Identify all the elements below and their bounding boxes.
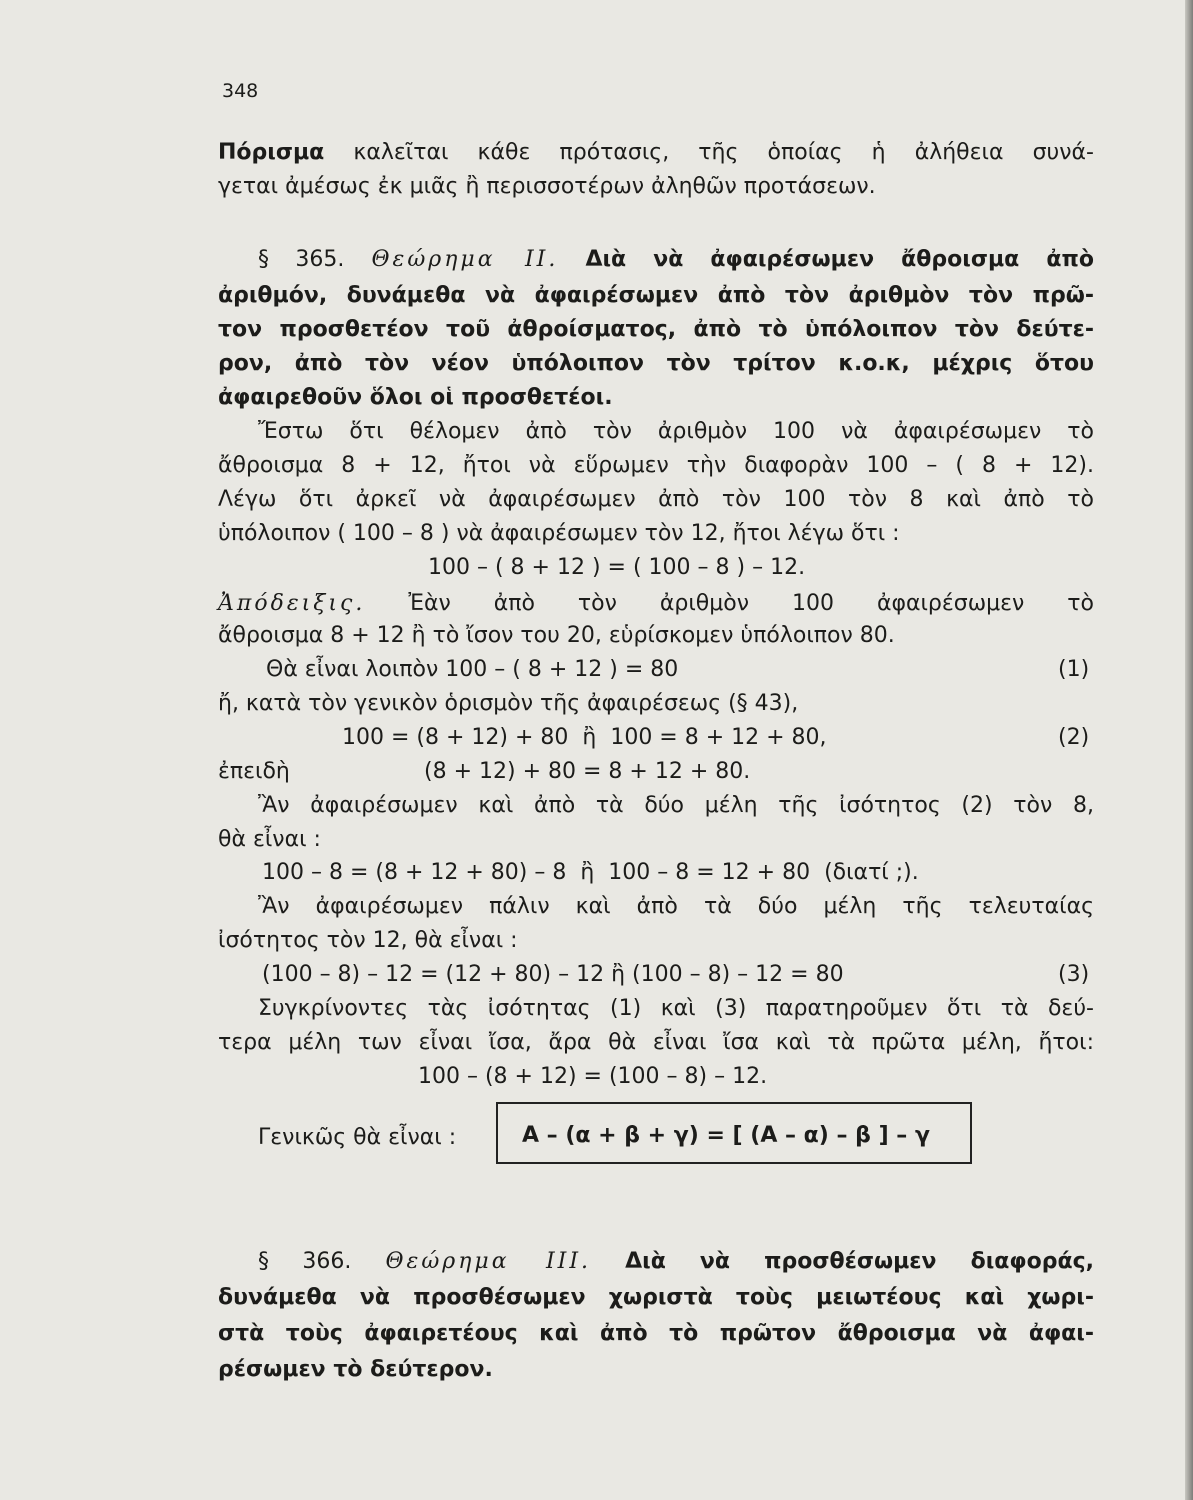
- theorem-366-line-3: στὰ τοὺς ἀφαιρετέους καὶ ἀπὸ τὸ πρῶτον ἄθροισμα νὰ ἀφαι-: [218, 1321, 1094, 1346]
- theorem-label-365: Θεώρημα ΙΙ.: [371, 247, 559, 272]
- equation-6: 100 – (8 + 12) = (100 – 8) – 12.: [418, 1064, 768, 1089]
- proof-line-14: τερα μέλη των εἶναι ἴσα, ἄρα θὰ εἶναι ἴσα καὶ τὰ πρῶτα μέλη, ἤτοι:: [218, 1030, 1094, 1055]
- proof-line-11: Ἂν ἀφαιρέσωμεν πάλιν καὶ ἀπὸ τὰ δύο μέλη τῆς τελευταίας: [258, 894, 1094, 919]
- porisma-line-2: γεται ἀμέσως ἐκ μιᾶς ἢ περισσοτέρων ἀληθῶν προτάσεων.: [218, 174, 876, 199]
- page-edge-shadow: [1185, 0, 1193, 1500]
- proof-line-1: Ἔστω ὅτι θέλομεν ἀπὸ τὸν ἀριθμὸν 100 νὰ ἀφαιρέσωμεν τὸ: [258, 419, 1094, 444]
- theorem-365-line-4: ρον, ἀπὸ τὸν νέον ὑπόλοιπον τὸν τρίτον κ.ο.κ, μέχρις ὅτου: [218, 351, 1094, 376]
- proof-line-2: ἄθροισμα 8 + 12, ἤτοι νὰ εὕρωμεν τὴν διαφορὰν 100 – ( 8 + 12).: [218, 453, 1094, 478]
- section-number-365: § 365.: [258, 247, 345, 272]
- proof-line-4: ὑπόλοιπον ( 100 – 8 ) νὰ ἀφαιρέσωμεν τὸν 12, ἤτοι λέγω ὅτι :: [218, 521, 900, 546]
- proof-line-3: Λέγω ὅτι ἀρκεῖ νὰ ἀφαιρέσωμεν ἀπὸ τὸν 100 τὸν 8 καὶ ἀπὸ τὸ: [218, 487, 1094, 512]
- theorem-365-line-5: ἀφαιρεθοῦν ὅλοι οἱ προσθετέοι.: [218, 385, 613, 410]
- theorem-365-line-3: τον προσθετέον τοῦ ἀθροίσματος, ἀπὸ τὸ ὑπόλοιπον τὸν δεύτε-: [218, 317, 1094, 342]
- equation-tag-2: (2): [1058, 725, 1090, 750]
- equation-2: 100 = (8 + 12) + 80 ἢ 100 = 8 + 12 + 80,: [342, 725, 827, 750]
- proof-line-6: ἄθροισμα 8 + 12 ἢ τὸ ἴσον του 20, εὑρίσκομεν ὑπόλοιπον 80.: [218, 623, 895, 648]
- equation-4: 100 – 8 = (8 + 12 + 80) – 8 ἢ 100 – 8 = 12 + 80 (διατί ;).: [262, 860, 919, 885]
- equation-tag-3: (3): [1058, 962, 1090, 987]
- boxed-formula: Α – (α + β + γ) = [ (Α – α) – β ] – γ: [522, 1123, 930, 1148]
- proof-line-9: Ἂν ἀφαιρέσωμεν καὶ ἀπὸ τὰ δύο μέλη τῆς ἰσότητος (2) τὸν 8,: [258, 793, 1094, 818]
- apodeixis-label: Ἀπόδειξις.: [218, 591, 366, 616]
- proof-line-13: Συγκρίνοντες τὰς ἰσότητας (1) καὶ (3) παρατηροῦμεν ὅτι τὰ δεύ-: [258, 996, 1094, 1021]
- equation-3: (8 + 12) + 80 = 8 + 12 + 80.: [424, 759, 751, 784]
- theorem-label-366: Θεώρημα ΙΙΙ.: [385, 1249, 592, 1274]
- proof-line-8: ἤ, κατὰ τὸν γενικὸν ὁρισμὸν τῆς ἀφαιρέσεως (§ 43),: [218, 691, 799, 716]
- epeidi-word: ἐπειδὴ: [218, 759, 290, 784]
- equation-1: 100 – ( 8 + 12 ) = ( 100 – 8 ) – 12.: [428, 555, 806, 580]
- theorem-366-line-1: § 366. Θεώρημα ΙΙΙ. Διὰ νὰ προσθέσωμεν διαφοράς,: [258, 1249, 1094, 1274]
- theorem-365-line-1: § 365. Θεώρημα ΙΙ. Διὰ νὰ ἀφαιρέσωμεν ἄθροισμα ἀπὸ: [258, 247, 1094, 272]
- equation-5: (100 – 8) – 12 = (12 + 80) – 12 ἢ (100 – 8) – 12 = 80: [262, 962, 844, 987]
- section-number-366: § 366.: [258, 1249, 352, 1274]
- theorem-366-line-4: ρέσωμεν τὸ δεύτερον.: [218, 1357, 493, 1382]
- proof-apodeixis-line: Ἀπόδειξις. Ἐὰν ἀπὸ τὸν ἀριθμὸν 100 ἀφαιρέσωμεν τὸ: [218, 591, 1094, 616]
- porisma-term: Πόρισμα: [218, 140, 325, 165]
- porisma-line-1: Πόρισμα καλεῖται κάθε πρότασις, τῆς ὁποίας ἡ ἀλήθεια συνά-: [218, 140, 1094, 165]
- equation-tag-1: (1): [1058, 657, 1090, 682]
- genikos-label: Γενικῶς θὰ εἶναι :: [258, 1125, 457, 1150]
- proof-line-10: θὰ εἶναι :: [218, 827, 321, 852]
- proof-line-12: ἰσότητος τὸν 12, θὰ εἶναι :: [218, 928, 518, 953]
- theorem-365-line-2: ἀριθμόν, δυνάμεθα νὰ ἀφαιρέσωμεν ἀπὸ τὸν ἀριθμὸν τὸν πρῶ-: [218, 283, 1094, 308]
- theorem-366-line-2: δυνάμεθα νὰ προσθέσωμεν χωριστὰ τοὺς μειωτέους καὶ χωρι-: [218, 1285, 1094, 1310]
- proof-line-7: Θὰ εἶναι λοιπὸν 100 – ( 8 + 12 ) = 80: [266, 657, 679, 682]
- page-number: 348: [222, 80, 259, 102]
